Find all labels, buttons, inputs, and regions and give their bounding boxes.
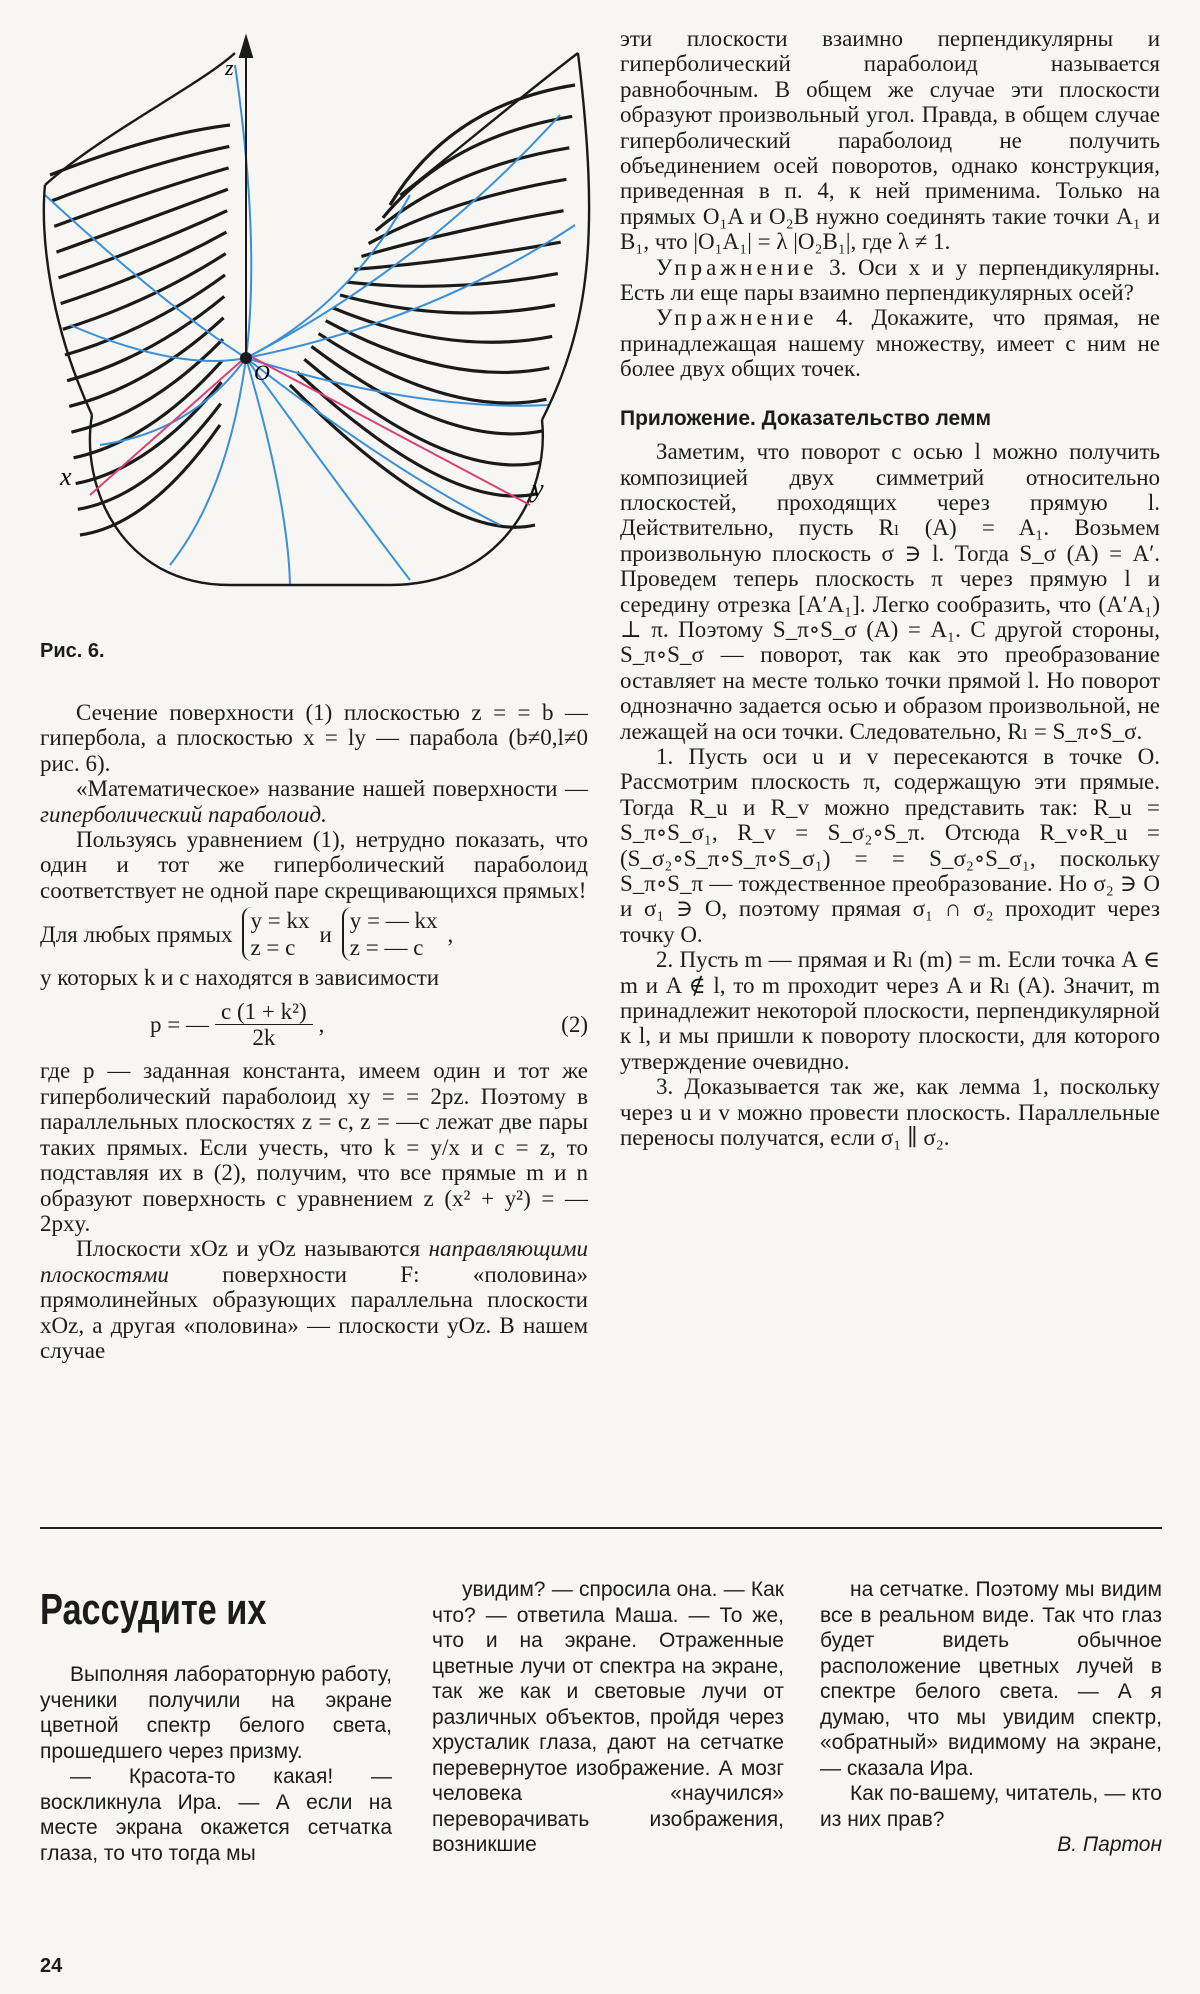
- article-title: Рассудите их: [40, 1585, 267, 1634]
- paragraph: Плоскости xOz и yOz называются направляющими плоскостями поверхности F: «половина» прямолинейных образующих параллельна плоскости xOz, а другая «половина» — плоскости yOz. В нашем случае: [40, 1236, 588, 1363]
- exercise-3: Упражнение 3. Оси x и y перпендикулярны. Есть ли еще пары взаимно перпендикулярных осей?: [620, 254, 1160, 306]
- paragraph: Заметим, что поворот с осью l можно получить композицией двух симметрий относительно плоскостей, проходящих через прямую l. Действительно, пусть Rₗ (A) = A₁. Возьмем произвольную плоскость σ ∋ l. Тогда S_σ (A) = A′. Проведем теперь плоскость π через прямую l и середину отрезка [A′A₁]. Легко сообразить, что (A′A₁) ⊥ π. Поэтому S_π∘S_σ (A) = A₁. С другой стороны, S_π∘S_σ — поворот, так как это преобразование оставляет на месте только точки прямой l. Но поворот однозначно задается осью и образом произвольной, не лежащей на оси точки. Следовательно, Rₗ = S_π∘S_σ.: [620, 439, 1160, 744]
- formula-2: p = — $\frac{\text{c (1 + k²)}}{2k}$ , (2): [150, 998, 588, 1051]
- y-label: y: [532, 474, 544, 503]
- blue-curve: [235, 65, 251, 358]
- blue-curve: [246, 358, 500, 525]
- origin-point: [240, 352, 252, 364]
- x-label: x: [60, 462, 72, 491]
- ruling-line: [390, 85, 575, 205]
- paragraph: 2. Пусть m — прямая и Rₗ (m) = m. Если точка A ∈ m и A ∉ l, то m проходит через A и Rₗ (A). Значит, m принадлежит некоторой плоскости, перпендикулярной к l, и мы пришли к повороту плоскости, для которого утверждение очевидно.: [620, 947, 1160, 1074]
- blue-curves: [45, 65, 575, 585]
- article-column-2: [432, 1577, 784, 1858]
- article-column-3: [820, 1577, 1162, 1858]
- paragraph: Как по-вашему, читатель, — кто из них прав?: [820, 1782, 1162, 1831]
- formula-number: (2): [561, 1011, 588, 1037]
- ruling-line: [340, 295, 555, 313]
- right-column: [620, 26, 1160, 1150]
- appendix-heading: Приложение. Доказательство лемм: [620, 406, 992, 430]
- paragraph: — Красота-то какая! — воскликнула Ира. — А если на месте экрана окажется сетчатка глаза, то что тогда мы: [40, 1765, 392, 1865]
- z-label: z: [225, 55, 234, 80]
- system-1: y = kx z = c: [242, 907, 309, 961]
- blue-curve: [246, 358, 290, 585]
- paragraph: на сетчатке. Поэтому мы видим все в реальном виде. Так что глаз будет видеть обычное расположение цветных лучей в спектре белого света. — А я думаю, что мы увидим спектр, «обратный» видимому на экране, — сказала Ира.: [820, 1578, 1162, 1780]
- ruling-line: [290, 385, 535, 527]
- system-2: y = — kx z = — c: [342, 907, 438, 961]
- ruling-line: [354, 242, 560, 269]
- paragraph: эти плоскости взаимно перпендикулярны и гиперболический параболоид называется равнобочным. В общем же случае эти плоскости образуют произвольный угол. Правда, в общем случае гиперболический параболоид не получить объединением осей поворотов, однако конструкция, приведенная в п. 4, к ней применима. Только на прямых O₁A и O₂B нужно соединять такие точки A₁ и B₁, что |O₁A₁| = λ |O₂B₁|, где λ ≠ 1.: [620, 26, 1160, 255]
- ruling-line: [50, 125, 230, 175]
- ruling-lines: [50, 85, 575, 535]
- origin-label: O: [254, 360, 270, 385]
- section-divider: [40, 1527, 1162, 1529]
- article-column-1: [40, 1662, 392, 1866]
- signature: В. Партон: [1057, 1833, 1162, 1856]
- paragraph: «Математическое» название нашей поверхности — гиперболический параболоид.: [40, 776, 588, 827]
- blue-curve: [246, 195, 410, 358]
- ruling-line: [347, 274, 558, 287]
- ruling-line: [52, 146, 229, 200]
- figure-caption: Рис. 6.: [40, 640, 105, 662]
- paragraph: Выполняя лабораторную работу, ученики получили на экране цветной спектр белого света, прошедшего через призму.: [40, 1663, 392, 1763]
- paragraph: у которых k и c находятся в зависимости: [40, 965, 440, 991]
- blue-curve: [246, 358, 550, 406]
- paragraph: Пользуясь уравнением (1), нетрудно показать, что один и тот же гиперболический параболоид соответствует не одной паре скрещивающихся прямых!: [40, 827, 588, 903]
- left-column: [40, 700, 588, 1363]
- blue-curve: [246, 225, 575, 358]
- ruling-line: [319, 334, 547, 403]
- page-number: 24: [40, 1955, 63, 1977]
- ruling-line: [376, 148, 570, 231]
- paragraph: увидим? — спросила она. — Как что? — ответила Маша. — То же, что и на экране. Отраженные цветные лучи от спектра на экране, так же как и световые лучи от различных объектов, пройдя через хрусталик глаза, дают на сетчатке перевернутое изображение. А мозг человека «научился» переворачивать изображения, возникшие: [432, 1578, 784, 1856]
- line-system: Для любых прямых y = kx z = c и y = — kx z = — c ,: [40, 908, 454, 961]
- paragraph: где p — заданная константа, имеем один и тот же гиперболический параболоид xy = = 2pz. Поэтому в параллельных плоскостях z = c, z = —c лежат две пары таких прямых. Если учесть, что k = y/x и c = z, то подставляя их в (2), получим, что все прямые m и n образуют поверхность с уравнением z (x² + y²) = —2pxy.: [40, 1058, 588, 1236]
- paragraph: 3. Доказывается так же, как лемма 1, поскольку через u и v можно провести плоскость. Параллельные переносы получатся, если σ₁ ∥ σ₂.: [620, 1074, 1160, 1151]
- hyperbolic-paraboloid-figure: [30, 25, 605, 615]
- paragraph: Сечение поверхности (1) плоскостью z = = b — гипербола, а плоскостью x = ly — парабола (b≠0,l≠0 рис. 6).: [40, 700, 588, 776]
- paragraph: 1. Пусть оси u и v пересекаются в точке O. Рассмотрим плоскость π, содержащую эти прямые. Тогда R_u и R_v можно представить так: R_u = S_π∘S_σ₁, R_v = S_σ₂∘S_π. Отсюда R_v∘R_u = (S_σ₂∘S_π∘S_π∘S_σ₁) = = S_σ₂∘S_σ₁, поскольку S_π∘S_π — тождественное преобразование. Но σ₂ ∋ O и σ₁ ∋ O, поэтому прямая σ₁ ∩ σ₂ проходит через точку O.: [620, 743, 1160, 947]
- blue-curve: [170, 358, 246, 565]
- exercise-4: Упражнение 4. Докажите, что прямая, не принадлежащая нашему множеству, имеет с ним не более двух общих точек.: [620, 305, 1160, 382]
- blue-curve: [246, 115, 560, 358]
